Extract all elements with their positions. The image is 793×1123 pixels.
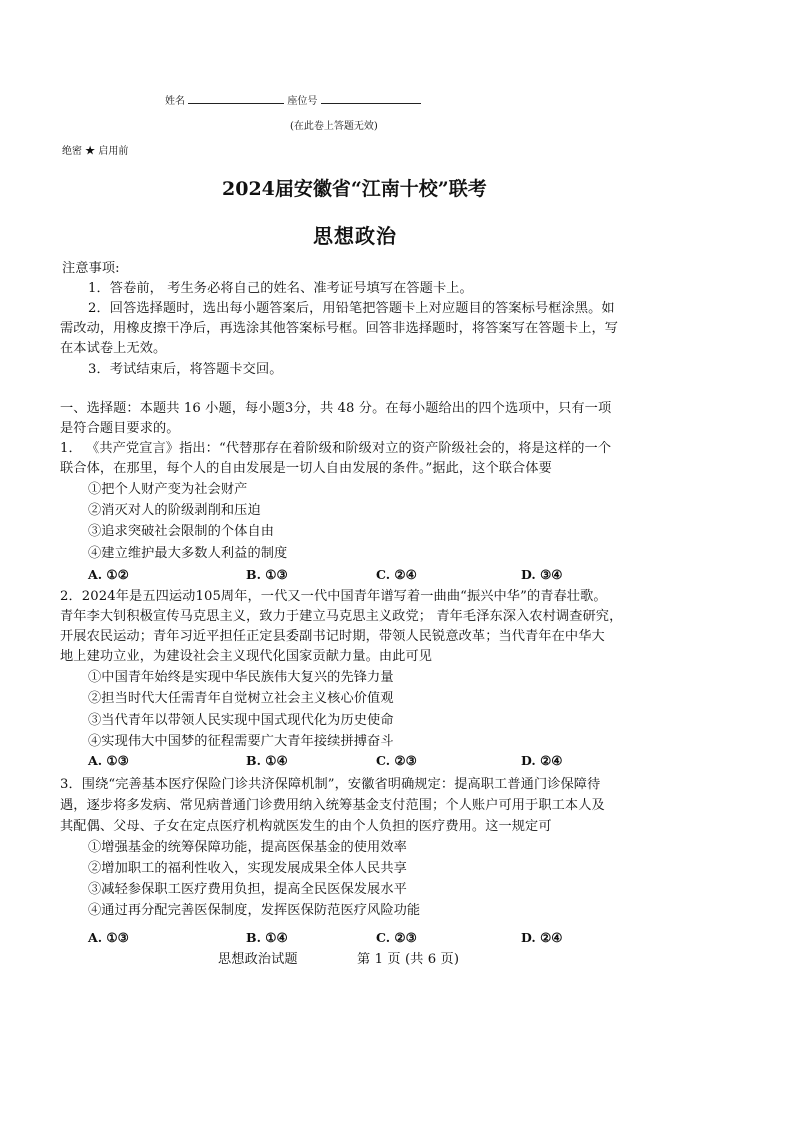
- q2-statement-4: ④实现伟大中国梦的征程需要广大青年接续拼搏奋斗: [88, 734, 394, 749]
- q1-stem-line-2: 联合体，在那里，每个人的自由发展是一切人自由发展的条件。”据此，这个联合体要: [60, 461, 552, 476]
- notes-item-3: 3．考试结束后，将答题卡交回。: [88, 362, 283, 377]
- q3-statement-1: ①增强基金的统筹保障功能，提高医保基金的使用效率: [88, 840, 407, 855]
- q2-statement-3: ③当代青年以带领人民实现中国式现代化为历史使命: [88, 713, 394, 728]
- q2-statement-1: ①中国青年始终是实现中华民族伟大复兴的先锋力量: [88, 670, 394, 685]
- name-label: 姓名: [165, 96, 185, 107]
- q2-option-d: D. ②④: [521, 753, 563, 768]
- q1-statement-4: ④建立维护最大多数人利益的制度: [88, 546, 288, 561]
- subject-title: 思想政治: [313, 224, 397, 248]
- q3-option-c: C. ②③: [376, 930, 417, 945]
- q2-stem-line-2: 青年李大钊积极宣传马克思主义，致力于建立马克思主义政党； 青年毛泽东深入农村调查研究，: [60, 609, 623, 624]
- invalid-note: (在此卷上答题无效): [290, 121, 378, 132]
- notes-item-2-line-3: 在本试卷上无效。: [60, 341, 167, 356]
- q1-option-c: C. ②④: [376, 567, 417, 582]
- footer-subject: 思想政治试题: [218, 952, 298, 967]
- q2-option-b: B. ①④: [246, 753, 288, 768]
- q3-option-d: D. ②④: [521, 930, 563, 945]
- seat-blank: [321, 92, 421, 104]
- section-1-line-1: 一、选择题：本题共 16 小题，每小题3分，共 48 分。在每小题给出的四个选项中，只有一项: [60, 401, 612, 416]
- q3-statement-4: ④通过再分配完善医保制度，发挥医保防范医疗风险功能: [88, 903, 421, 918]
- notes-item-1: 1．答卷前， 考生务必将自己的姓名、准考证号填写在答题卡上。: [88, 281, 473, 296]
- q2-stem-line-1: 2．2024年是五四运动105周年，一代又一代中国青年谱写着一曲曲“振兴中华”的青春壮歌。: [60, 589, 607, 604]
- name-field: [165, 92, 421, 107]
- q3-option-a: A. ①③: [88, 930, 129, 945]
- q3-stem-line-3: 其配偶、父母、子女在定点医疗机构就医发生的由个人负担的医疗费用。这一规定可: [60, 819, 552, 834]
- notes-heading: 注意事项:: [62, 261, 120, 276]
- footer-page-number: 第 1 页 (共 6 页): [357, 952, 460, 967]
- seat-label: 座位号: [287, 96, 318, 107]
- q1-option-d: D. ③④: [521, 567, 563, 582]
- q1-option-b: B. ①③: [246, 567, 288, 582]
- notes-item-2-line-2: 需改动，用橡皮擦干净后，再选涂其他答案标号框。回答非选择题时，将答案写在答题卡上，写: [60, 321, 619, 336]
- name-blank: [188, 92, 284, 104]
- q3-stem-line-1: 3．围绕“完善基本医疗保险门诊共济保障机制”，安徽省明确规定：提高职工普通门诊保障待: [60, 777, 601, 792]
- q1-statement-3: ③追求突破社会限制的个体自由: [88, 524, 275, 539]
- q1-statement-2: ②消灭对人的阶级剥削和压迫: [88, 503, 261, 518]
- q3-statement-2: ②增加职工的福利性收入，实现发展成果全体人民共享: [88, 861, 407, 876]
- section-1-line-2: 是符合题目要求的。: [60, 421, 180, 436]
- q2-option-a: A. ①③: [88, 753, 129, 768]
- q2-option-c: C. ②③: [376, 753, 417, 768]
- q3-statement-3: ③减轻参保职工医疗费用负担，提高全民医保发展水平: [88, 882, 407, 897]
- q1-option-a: A. ①②: [88, 567, 129, 582]
- exam-title: 2024届安徽省“江南十校”联考: [222, 178, 487, 200]
- q1-stem-line-1: 1． 《共产党宣言》指出：“代替那存在着阶级和阶级对立的资产阶级社会的，将是这样的一个: [60, 441, 612, 456]
- q2-stem-line-3: 开展农民运动；青年习近平担任正定县委副书记时期，带领人民锐意改革；当代青年在中华大: [60, 629, 605, 644]
- q2-stem-line-4: 地上建功立业，为建设社会主义现代化国家贡献力量。由此可见: [60, 649, 433, 664]
- notes-item-2-line-1: 2．回答选择题时，选出每小题答案后，用铅笔把答题卡上对应题目的答案标号框涂黑。如: [88, 301, 615, 316]
- q2-statement-2: ②担当时代大任需青年自觉树立社会主义核心价值观: [88, 691, 394, 706]
- q1-statement-1: ①把个人财产变为社会财产: [88, 482, 248, 497]
- q3-stem-line-2: 遇，逐步将多发病、常见病普通门诊费用纳入统筹基金支付范围；个人账户可用于职工本人及: [60, 798, 605, 813]
- secret-mark: 绝密 ★ 启用前: [62, 146, 129, 157]
- q3-option-b: B. ①④: [246, 930, 288, 945]
